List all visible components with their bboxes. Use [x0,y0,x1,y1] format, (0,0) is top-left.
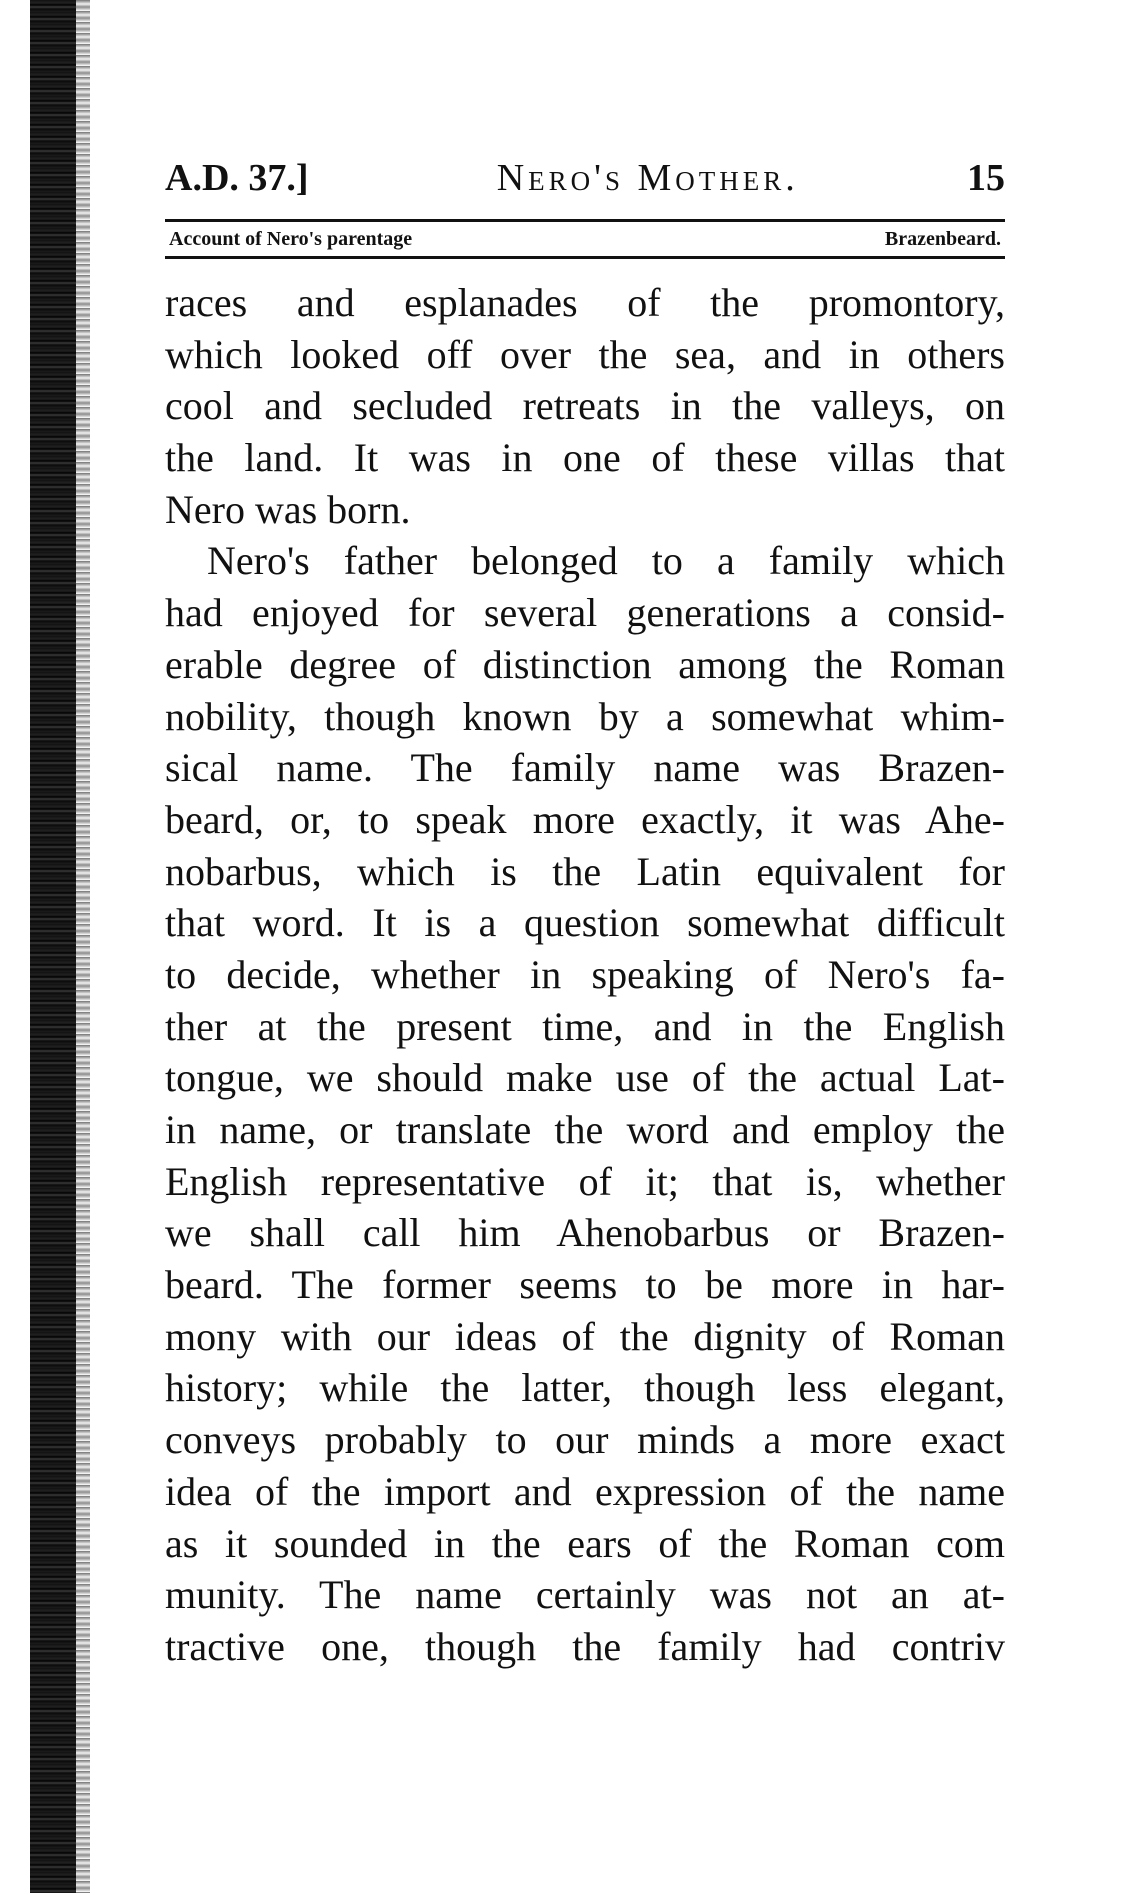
text-line: English representative of it; that is, whether [165,1158,1005,1204]
header-rule-bottom [165,256,1005,259]
text-line: to decide, whether in speaking of Nero's fa- [165,951,1005,997]
text-line: we shall call him Ahenobarbus or Brazen- [165,1210,1005,1256]
text-line: ther at the present time, and in the English [165,1003,1005,1049]
text-line: the land. It was in one of these villas that [165,435,1005,481]
text-line: Nero's father belonged to a family which [207,538,1005,584]
running-head-title: Nero's Mother. [496,157,799,199]
text-line: sical name. The family name was Brazen- [165,745,1005,791]
text-line: idea of the import and expression of the name [165,1468,1005,1514]
text-line: beard. The former seems to be more in har- [165,1262,1005,1308]
text-line: races and esplanades of the promontory, [165,280,1005,325]
text-line: conveys probably to our minds a more exact [165,1417,1005,1463]
text-line: tractive one, though the family had contriv [165,1623,1005,1669]
body-text [165,277,1005,1673]
running-head [165,155,1005,201]
subheader-keyword: Brazenbeard. [884,227,1001,250]
page-number: 15 [966,157,1005,199]
text-line: beard, or, to speak more exactly, it was Ahe- [165,796,1005,842]
running-head-date: A.D. 37.] [165,157,309,199]
text-line: that word. It is a question somewhat difficult [165,900,1005,946]
text-line: munity. The name certainly was not an at- [165,1572,1005,1618]
text-line: had enjoyed for several generations a consid- [165,590,1005,636]
subheader [165,222,1005,256]
text-line: as it sounded in the ears of the Roman com [165,1520,1005,1566]
text-line: nobarbus, which is the Latin equivalent for [165,848,1005,894]
subheader-topic: Account of Nero's parentage [169,227,413,250]
text-line: mony with our ideas of the dignity of Roman [165,1313,1005,1359]
page-gutter-edge [30,0,76,1893]
text-line: Nero was born. [165,486,411,532]
text-line: erable degree of distinction among the Roman [165,641,1005,687]
text-line: history; while the latter, though less elegant, [165,1365,1005,1411]
text-line: in name, or translate the word and employ the [165,1107,1005,1152]
text-line: cool and secluded retreats in the valleys, on [165,383,1005,429]
book-page [165,155,1005,1673]
text-line: nobility, though known by a somewhat whim- [165,693,1005,739]
page-gutter-fringe [76,0,90,1893]
text-line: which looked off over the sea, and in others [165,331,1005,377]
text-line: tongue, we should make use of the actual Lat- [165,1055,1005,1101]
